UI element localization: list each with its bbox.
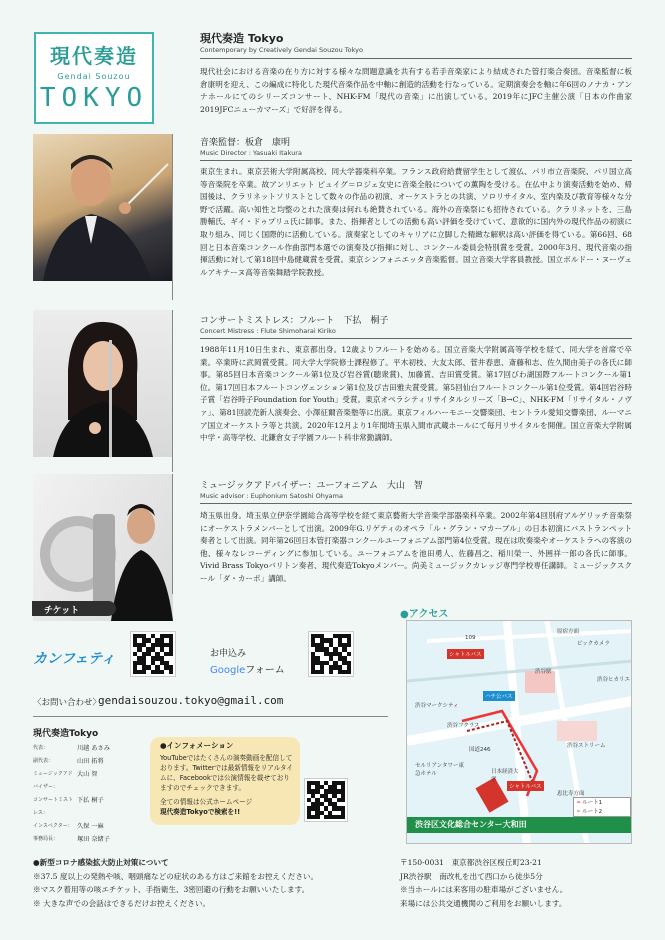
contact-email[interactable]: gendaisouzou.tokyo@gmail.com [98, 694, 284, 707]
access-heading: ●アクセス [400, 609, 449, 620]
map-label: 109 [465, 635, 476, 641]
member-role-name: ミュージックアドバイザー：ユーフォニアム 大山 智 [200, 481, 423, 491]
staff-row: コンサートミストレス： 下払 桐子 [33, 797, 104, 816]
covid-notice [33, 856, 318, 910]
google-text: Google [210, 665, 246, 676]
divider [172, 134, 173, 300]
map-label: ビックカメラ [577, 641, 610, 647]
map-label: 渋谷ストリーム [567, 743, 606, 749]
photo-ohyama [33, 474, 173, 621]
member-bio: 埼玉県出身。埼玉県立伊奈学園総合高等学校を経て東京藝術大学音楽学部器楽科卒業。2002年第4回別府アルゲリッチ音楽祭にオーケストラメンバーとして出演。2009年G.リゲティのオペラ「ル・グラン・マカーブル」の日本初演にバストランペット奏者として出演。同年第26回日本管打楽器コンクールユーフォニアム部門第4位受賞。現在は吹奏楽やオーケストラへの客演の他、様々なレコーディングに参加している。ユーフォニアムを池田勇人、佐藤昌之、稲川榮一、外囲祥一郎の各氏に師事。Vivid Brass Tokyoバリトン奏者、現代奏造Tokyoメンバー。尚美ミュージックカレッジ専門学校専任講師。ミュージックスクール「ダ・カーポ」講師。 [200, 511, 632, 583]
notice-line: ※マスク着用等の咳エチケット、手指衛生、3密回避の行動をお願いいたします。 [33, 885, 310, 894]
qr-code-google-form[interactable] [308, 631, 354, 677]
form-text: フォーム [245, 665, 285, 676]
divider [200, 58, 632, 59]
gendai-souzou-logo [34, 32, 154, 124]
divider [200, 503, 632, 504]
member-bio: 1988年11月10日生まれ、東京都出身。12歳よりフルートを始める。国立音楽大学附属高等学校を経て、同大学を首席で卒業。卒業時に武岡賞受賞。同大学大学院修士課程修了。平木初枝、大友太郎、菅井春恵、斎藤和志、佐久間由美子の各氏に師事。第85回日本音楽コンクール第1位及び岩谷賞(聴衆賞)、加藤賞、吉田賞受賞。第17回びわ湖国際フルートコンクール第1位。第17回日本フルートコンヴェンション第1位及び吉田雅夫賞受賞。第5回仙台フルートコンクール第1位受賞。第4回岩谷時子賞「岩谷時子Foundation for Youth」受賞。東京オペラシティリサイタルシリーズ「B→C」、NHK-FM「リサイタル・ノヴァ」、第81回読売新人演奏会、小澤征爾音楽塾等に出演。東京フィルハーモニー交響楽団、セントラル愛知交響楽団、ルーマニア国立オーケストラ等と共演。2020年12月より1年間埼玉県入間市武蔵ホールにて毎月リサイタルを開催。国立音楽大学附属中学・高等学校、北鎌倉女子学園フルート科非常勤講師。 [200, 345, 632, 443]
group-title: 現代奏造 Tokyo [200, 32, 284, 45]
staff-row: インスペクター： 久保 一麻 [33, 823, 104, 830]
qr-code-website[interactable] [304, 778, 348, 822]
venue-name: 渋谷区文化総合センター大和田 [407, 817, 632, 833]
divider [172, 474, 173, 594]
contact-label: 〈お問い合わせ〉 [33, 698, 102, 708]
address-line: 〒150-0031 東京都渋谷区桜丘町23-21 [400, 858, 542, 867]
member-role-name: 音楽監督：板倉 康明 [200, 138, 291, 148]
group-subtitle: Contemporary by Creatively Gendai Souzou Tokyo [200, 46, 363, 54]
member-bio: 東京生まれ。東京芸術大学附属高校、同大学器楽科卒業。フランス政府給費留学生として渡仏、パリ市立音楽院、パリ国立高等音楽院を卒業。故アンリエット ピュイグ＝ロジェ女史に音楽全般についての薫陶を受ける。在仏中より演奏活動を始め、帰国後は、クラリネットソリストとして数々の作品の初演、オーケストラとの共演、ソロリサイタル、室内楽及び教育等様々な分野で活躍。高い知性と均整のとれた演奏は何れも絶賛されている。海外の音楽祭にも招待されている。クラリネットを、三島勝輔氏、ギイ・ドゥプリュ氏に師事。また、指揮者としての活動も高い評価を受けていて、意欲的に国内外の現代作品の初演に取り組み、同じく国際的に活動している。演奏家としてのキャリアに立脚した精緻な解釈は高い評価を得ている。第66回、68回と日本音楽コンクール作曲部門本選での演奏及び指揮に対し、コンクール委員会特別賞を受賞。2000年3月、現代音楽の指揮活動に対して第18回中島健蔵賞を受賞。東京シンフォニエッタ音楽監督。国立音楽大学客員教授。国立ボルドー・ヌーヴェルアキテーヌ高等音楽舞踏学院教授。 [200, 167, 632, 277]
divider [200, 160, 632, 161]
map-label: 渋谷マークシティ [415, 703, 459, 709]
map-label: 渋谷ヒカリエ [597, 677, 630, 683]
info-heading: ●インフォメーション [160, 741, 234, 750]
divider [200, 338, 632, 339]
confetti-logo[interactable]: カンフェティ [33, 651, 116, 667]
staff-row: 代表： 川越 あさみ [33, 745, 110, 752]
divider [172, 310, 173, 472]
info-box [150, 737, 300, 825]
map-label: 原宿方面 [557, 629, 580, 635]
photo-itakura [33, 134, 173, 281]
logo-tokyo: TOKYO [39, 83, 149, 113]
member-role-name: コンサートミストレス：フルート 下払 桐子 [200, 316, 389, 326]
map-label: 国道246 [469, 747, 491, 753]
photo-shimoharai [33, 310, 173, 457]
map-label: 恵比寿方面 [557, 791, 585, 797]
notice-line: ※ 大きな声での会話はできるだけお控えください。 [33, 898, 211, 908]
apply-line1: お申込み [210, 649, 247, 659]
address-line: 来場には公共交通機関のご利用をお願いします。 [400, 898, 567, 908]
staff-org: 現代奏造Tokyo [33, 729, 99, 739]
qr-code-confetti[interactable] [130, 631, 176, 677]
google-form-label[interactable] [210, 661, 285, 676]
shuttle-bus-label: シャトルバス [507, 781, 544, 791]
notice-line: ※37.5 度以上の発熱や咳、咽頭痛などの症状のある方はご来館をお控えください。 [33, 871, 319, 881]
address-line: JR渋谷駅 南改札を出て西口から徒歩5分 [400, 871, 543, 881]
staff-row: ミュージックアドバイザー： 大山 智 [33, 771, 98, 790]
staff-row: 事務局長： 塚田 奈緒子 [33, 836, 110, 843]
notice-heading: ●新型コロナ感染拡大防止対策について [33, 858, 169, 867]
map-label: 日本経済大学 [491, 769, 519, 783]
logo-romaji: Gendai Souzou [57, 72, 131, 81]
info-search: 現代奏造Tokyoで検索を!! [160, 808, 241, 816]
member-role-en: Concert Mistress : Flute Shimoharai Kiriko [200, 327, 336, 335]
divider [33, 716, 388, 717]
info-text: YouTubeではたくさんの演奏動画を配信しております。Twitterでは最新情報をリアルタイムに、Facebookでは公演情報を載せておりますのでチェックできます。 [160, 754, 294, 792]
info-text-2: 全ての情報は公式ホームページ [160, 798, 253, 806]
hachiko-bus-label: ハチ公バス [483, 691, 515, 701]
ticket-heading: チケット [32, 601, 116, 616]
member-role-en: Music Director : Yasuaki Itakura [200, 149, 302, 157]
venue-address [400, 856, 567, 910]
group-description: 現代社会における音楽の在り方に対する様々な問題意識を共有する若手音楽家により結成された管打楽合奏団。音楽監督に板倉康明を迎え、この編成に特化した現代音楽作品を中軸に創造的活動を行なっている。定期演奏会を軸に年6回のノナカ・アンナホールにてのシリーズコンサート、NHK-FM「現代の音楽」に出演している。2019年にJFC主催公演「日本の作曲家2019JFCニューカマーズ」で好評を得る。 [200, 67, 632, 114]
route-legend: ━ ルート1 ┅ ルート2 [573, 797, 631, 817]
staff-list [33, 742, 110, 846]
map-label: 渋谷駅 [535, 669, 552, 675]
map-label: セルリアンタワー東急ホテル [415, 763, 465, 777]
map-label: 渋谷フクラス [447, 723, 480, 729]
shuttle-bus-label: シャトルバス [447, 649, 484, 659]
member-role-en: Music advisor : Euphonium Satoshi Ohyama [200, 492, 343, 500]
address-line: ※当ホールには来客用の駐車場がございません。 [400, 885, 568, 894]
access-map[interactable] [406, 620, 632, 844]
logo-jp: 現代奏造 [50, 44, 138, 68]
staff-row: 副代表： 山田 拓将 [33, 758, 104, 765]
